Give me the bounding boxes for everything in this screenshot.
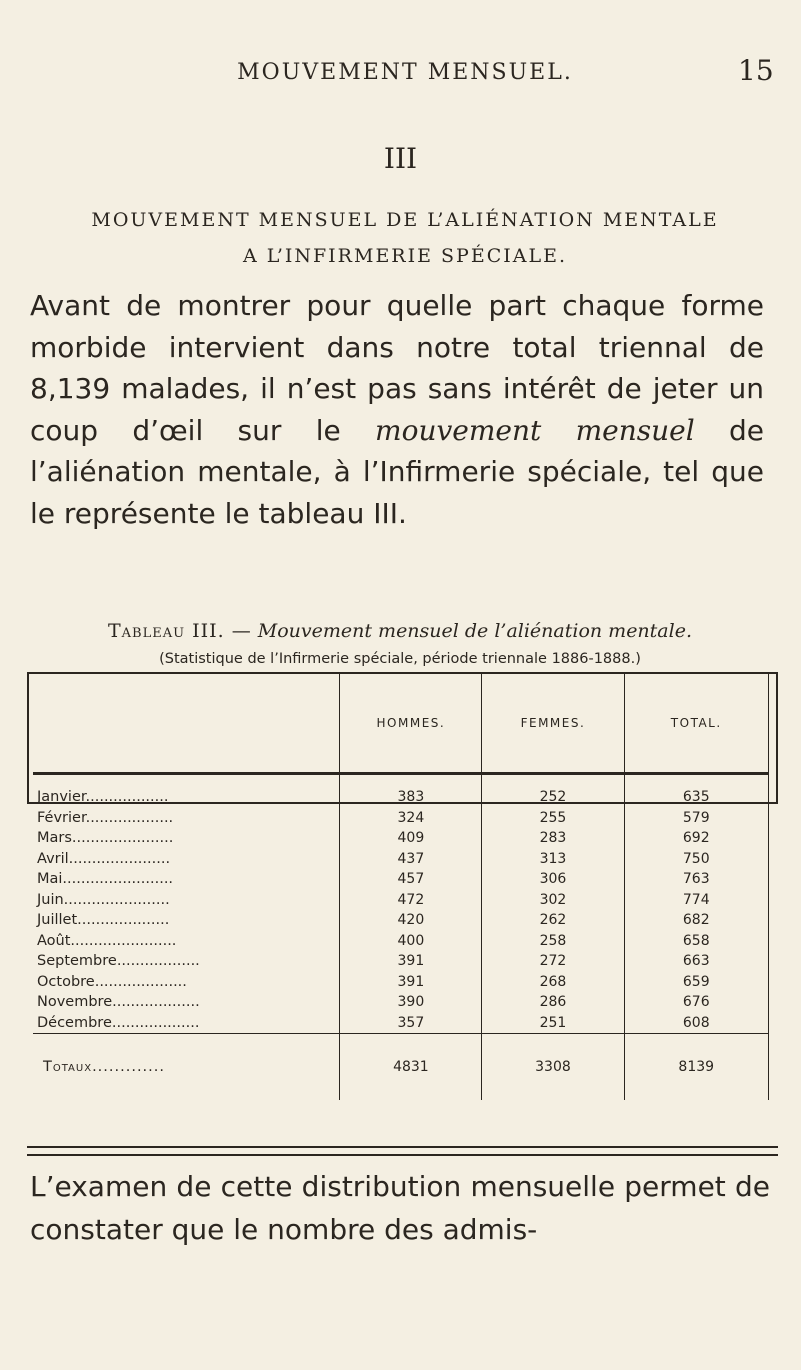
month-cell: Février................... [33, 808, 340, 829]
hommes-cell: 420 [340, 910, 482, 931]
hommes-cell: 391 [340, 951, 482, 972]
table-row [33, 774, 769, 808]
hommes-cell: 383 [340, 774, 482, 808]
total-cell: 663 [624, 951, 769, 972]
hommes-cell: 324 [340, 808, 482, 829]
table-caption-title: Mouvement mensuel de l’aliénation mentale. [257, 620, 692, 642]
totals-hommes: 4831 [340, 1034, 482, 1101]
hommes-cell: 472 [340, 890, 482, 911]
hommes-cell: 390 [340, 992, 482, 1013]
totals-row [33, 1034, 769, 1101]
hommes-cell: 437 [340, 849, 482, 870]
total-cell: 682 [624, 910, 769, 931]
month-cell: Mars...................... [33, 828, 340, 849]
intro-text-before: Avant de montrer pour quelle part chaque forme morbide intervient dans notre total triennal de 8,139 malades, il n’est pas sans intérêt de jeter un coup d’œil sur le [30, 289, 764, 447]
femmes-cell: 251 [482, 1013, 624, 1034]
table-row [33, 869, 769, 890]
header-month [33, 674, 340, 774]
femmes-cell: 283 [482, 828, 624, 849]
femmes-cell: 286 [482, 992, 624, 1013]
table-row [33, 992, 769, 1013]
totals-total: 8139 [624, 1034, 769, 1101]
outro-paragraph: L’examen de cette distribution mensuelle permet de constater que le nombre des admis- [30, 1170, 770, 1246]
month-cell: Mai........................ [33, 869, 340, 890]
hommes-cell: 391 [340, 972, 482, 993]
hommes-cell: 457 [340, 869, 482, 890]
running-head: MOUVEMENT MENSUEL. [237, 60, 573, 85]
totals-femmes: 3308 [482, 1034, 624, 1101]
month-cell: Août....................... [33, 931, 340, 952]
month-cell: Janvier.................. [33, 774, 340, 808]
header-total: TOTAL. [624, 674, 769, 774]
table-bottom-rule [27, 1146, 778, 1156]
hommes-cell: 400 [340, 931, 482, 952]
total-cell: 579 [624, 808, 769, 829]
intro-emphasis: mouvement mensuel [375, 413, 695, 447]
chapter-title-line-1: MOUVEMENT MENSUEL DE L’ALIÉNATION MENTALE [91, 209, 719, 231]
total-cell: 763 [624, 869, 769, 890]
month-cell: Juillet.................... [33, 910, 340, 931]
femmes-cell: 262 [482, 910, 624, 931]
table-row [33, 1013, 769, 1034]
table-row [33, 808, 769, 829]
table-row [33, 931, 769, 952]
femmes-cell: 272 [482, 951, 624, 972]
monthly-table [33, 674, 769, 1100]
total-cell: 692 [624, 828, 769, 849]
chapter-title [50, 202, 760, 274]
total-cell: 774 [624, 890, 769, 911]
chapter-number: III [383, 142, 418, 175]
month-cell: Novembre................... [33, 992, 340, 1013]
femmes-cell: 268 [482, 972, 624, 993]
table-header-row [33, 674, 769, 774]
femmes-cell: 313 [482, 849, 624, 870]
hommes-cell: 357 [340, 1013, 482, 1034]
table-row [33, 951, 769, 972]
table-caption-label: Tableau III. — [108, 620, 252, 642]
femmes-cell: 255 [482, 808, 624, 829]
total-cell: 635 [624, 774, 769, 808]
table-row [33, 890, 769, 911]
table-subcaption: (Statistique de l’Infirmerie spéciale, période triennale 1886-1888.) [159, 651, 641, 667]
month-cell: Juin....................... [33, 890, 340, 911]
chapter-title-line-2: A L’INFIRMERIE SPÉCIALE. [243, 245, 567, 267]
total-cell: 608 [624, 1013, 769, 1034]
intro-text-after: de l’aliénation mentale, à l’Infirmerie spéciale, tel que le représente le tableau III. [30, 413, 765, 530]
header-hommes: HOMMES. [340, 674, 482, 774]
total-cell: 659 [624, 972, 769, 993]
table-row [33, 910, 769, 931]
total-cell: 658 [624, 931, 769, 952]
femmes-cell: 302 [482, 890, 624, 911]
total-cell: 676 [624, 992, 769, 1013]
header-femmes: FEMMES. [482, 674, 624, 774]
total-cell: 750 [624, 849, 769, 870]
page-number: 15 [738, 54, 774, 87]
month-cell: Octobre.................... [33, 972, 340, 993]
totals-label: Totaux............. [33, 1034, 340, 1101]
month-cell: Septembre.................. [33, 951, 340, 972]
intro-paragraph [30, 285, 764, 534]
femmes-cell: 258 [482, 931, 624, 952]
hommes-cell: 409 [340, 828, 482, 849]
month-cell: Avril...................... [33, 849, 340, 870]
table-row [33, 972, 769, 993]
femmes-cell: 306 [482, 869, 624, 890]
table-row [33, 849, 769, 870]
femmes-cell: 252 [482, 774, 624, 808]
month-cell: Décembre................... [33, 1013, 340, 1034]
table-row [33, 828, 769, 849]
table-caption [30, 620, 770, 642]
